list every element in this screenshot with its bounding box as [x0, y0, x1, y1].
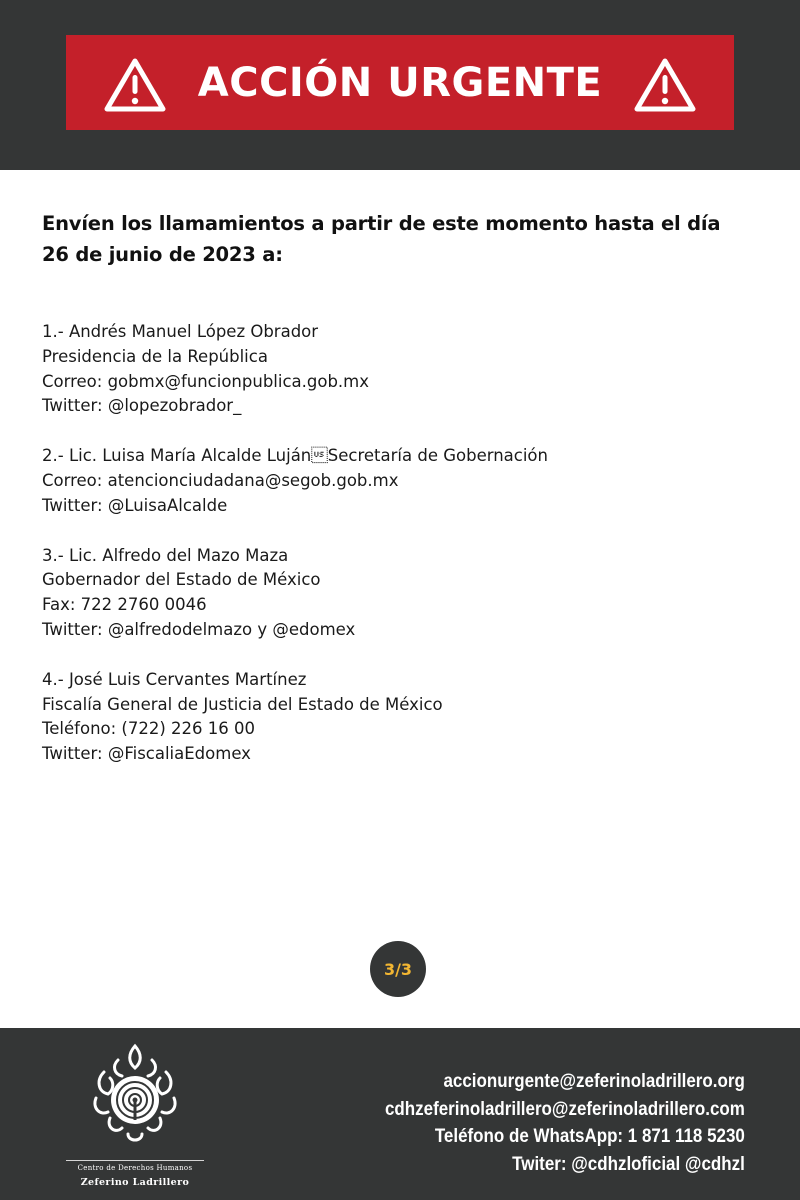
contact-twitter: Twiter: @cdhzloficial @cdhzl: [512, 1153, 745, 1175]
recipient-line: Presidencia de la República: [42, 346, 268, 366]
recipient-twitter: Twitter: @LuisaAlcalde: [42, 495, 228, 515]
logo-text-bottom: Zeferino Ladrillero: [80, 1177, 190, 1188]
recipient-line: Fiscalía General de Justicia del Estado de México: [42, 694, 443, 714]
recipient-entry: [42, 320, 772, 419]
warning-triangle-icon: [103, 57, 167, 113]
page-indicator-text: 3/3: [383, 959, 413, 979]
warning-triangle-icon: [633, 57, 697, 113]
logo-text-top: Centro de Derechos Humanos: [77, 1164, 193, 1172]
page-indicator: [370, 941, 426, 997]
recipient-line: 3.- Lic. Alfredo del Mazo Maza: [42, 545, 289, 565]
recipient-entry: [42, 668, 772, 767]
footer: [0, 1028, 800, 1200]
intro-line: 26 de junio de 2023 a:: [42, 243, 283, 266]
intro-line: Envíen los llamamientos a partir de este momento hasta el día: [42, 212, 721, 235]
recipient-list: [42, 320, 772, 767]
recipient-email: Correo: atencionciudadana@segob.gob.mx: [42, 470, 399, 490]
organization-logo: [66, 1042, 204, 1192]
top-band: [0, 0, 800, 170]
recipient-phone: Teléfono: (722) 226 16 00: [42, 719, 256, 739]
recipient-entry: [42, 444, 772, 518]
logo-divider: [66, 1160, 204, 1161]
contact-email-1[interactable]: accionurgente@zeferinoladrillero.org: [443, 1071, 745, 1092]
recipient-line: Gobernador del Estado de México: [42, 570, 321, 590]
recipient-twitter: Twitter: @lopezobrador_: [42, 396, 242, 416]
contact-whatsapp: Teléfono de WhatsApp: 1 871 118 5230: [434, 1126, 745, 1147]
recipient-line: 1.- Andrés Manuel López Obrador: [42, 322, 319, 341]
urgent-action-banner: [66, 35, 734, 130]
recipient-entry: [42, 544, 772, 643]
recipient-email: Correo: gobmx@funcionpublica.gob.mx: [42, 371, 370, 391]
banner-title: ACCIÓN URGENTE: [197, 59, 603, 106]
contact-email-2[interactable]: cdhzeferinoladrillero@zeferinoladrillero.com: [385, 1098, 745, 1120]
contact-info: [342, 1068, 745, 1178]
recipient-twitter: Twitter: @FiscaliaEdomex: [42, 744, 251, 764]
zeferino-ladrillero-logo: [88, 1042, 182, 1148]
recipient-line: 2.- Lic. Luisa María Alcalde Luján Secretaría de Gobernación: [42, 446, 548, 466]
recipient-twitter: Twitter: @alfredodelmazo y @edomex: [42, 619, 356, 639]
recipient-fax: Fax: 722 2760 0046: [42, 595, 207, 615]
intro-heading: [42, 208, 772, 270]
main-content: [42, 208, 772, 792]
recipient-line: 4.- José Luis Cervantes Martínez: [42, 669, 307, 689]
